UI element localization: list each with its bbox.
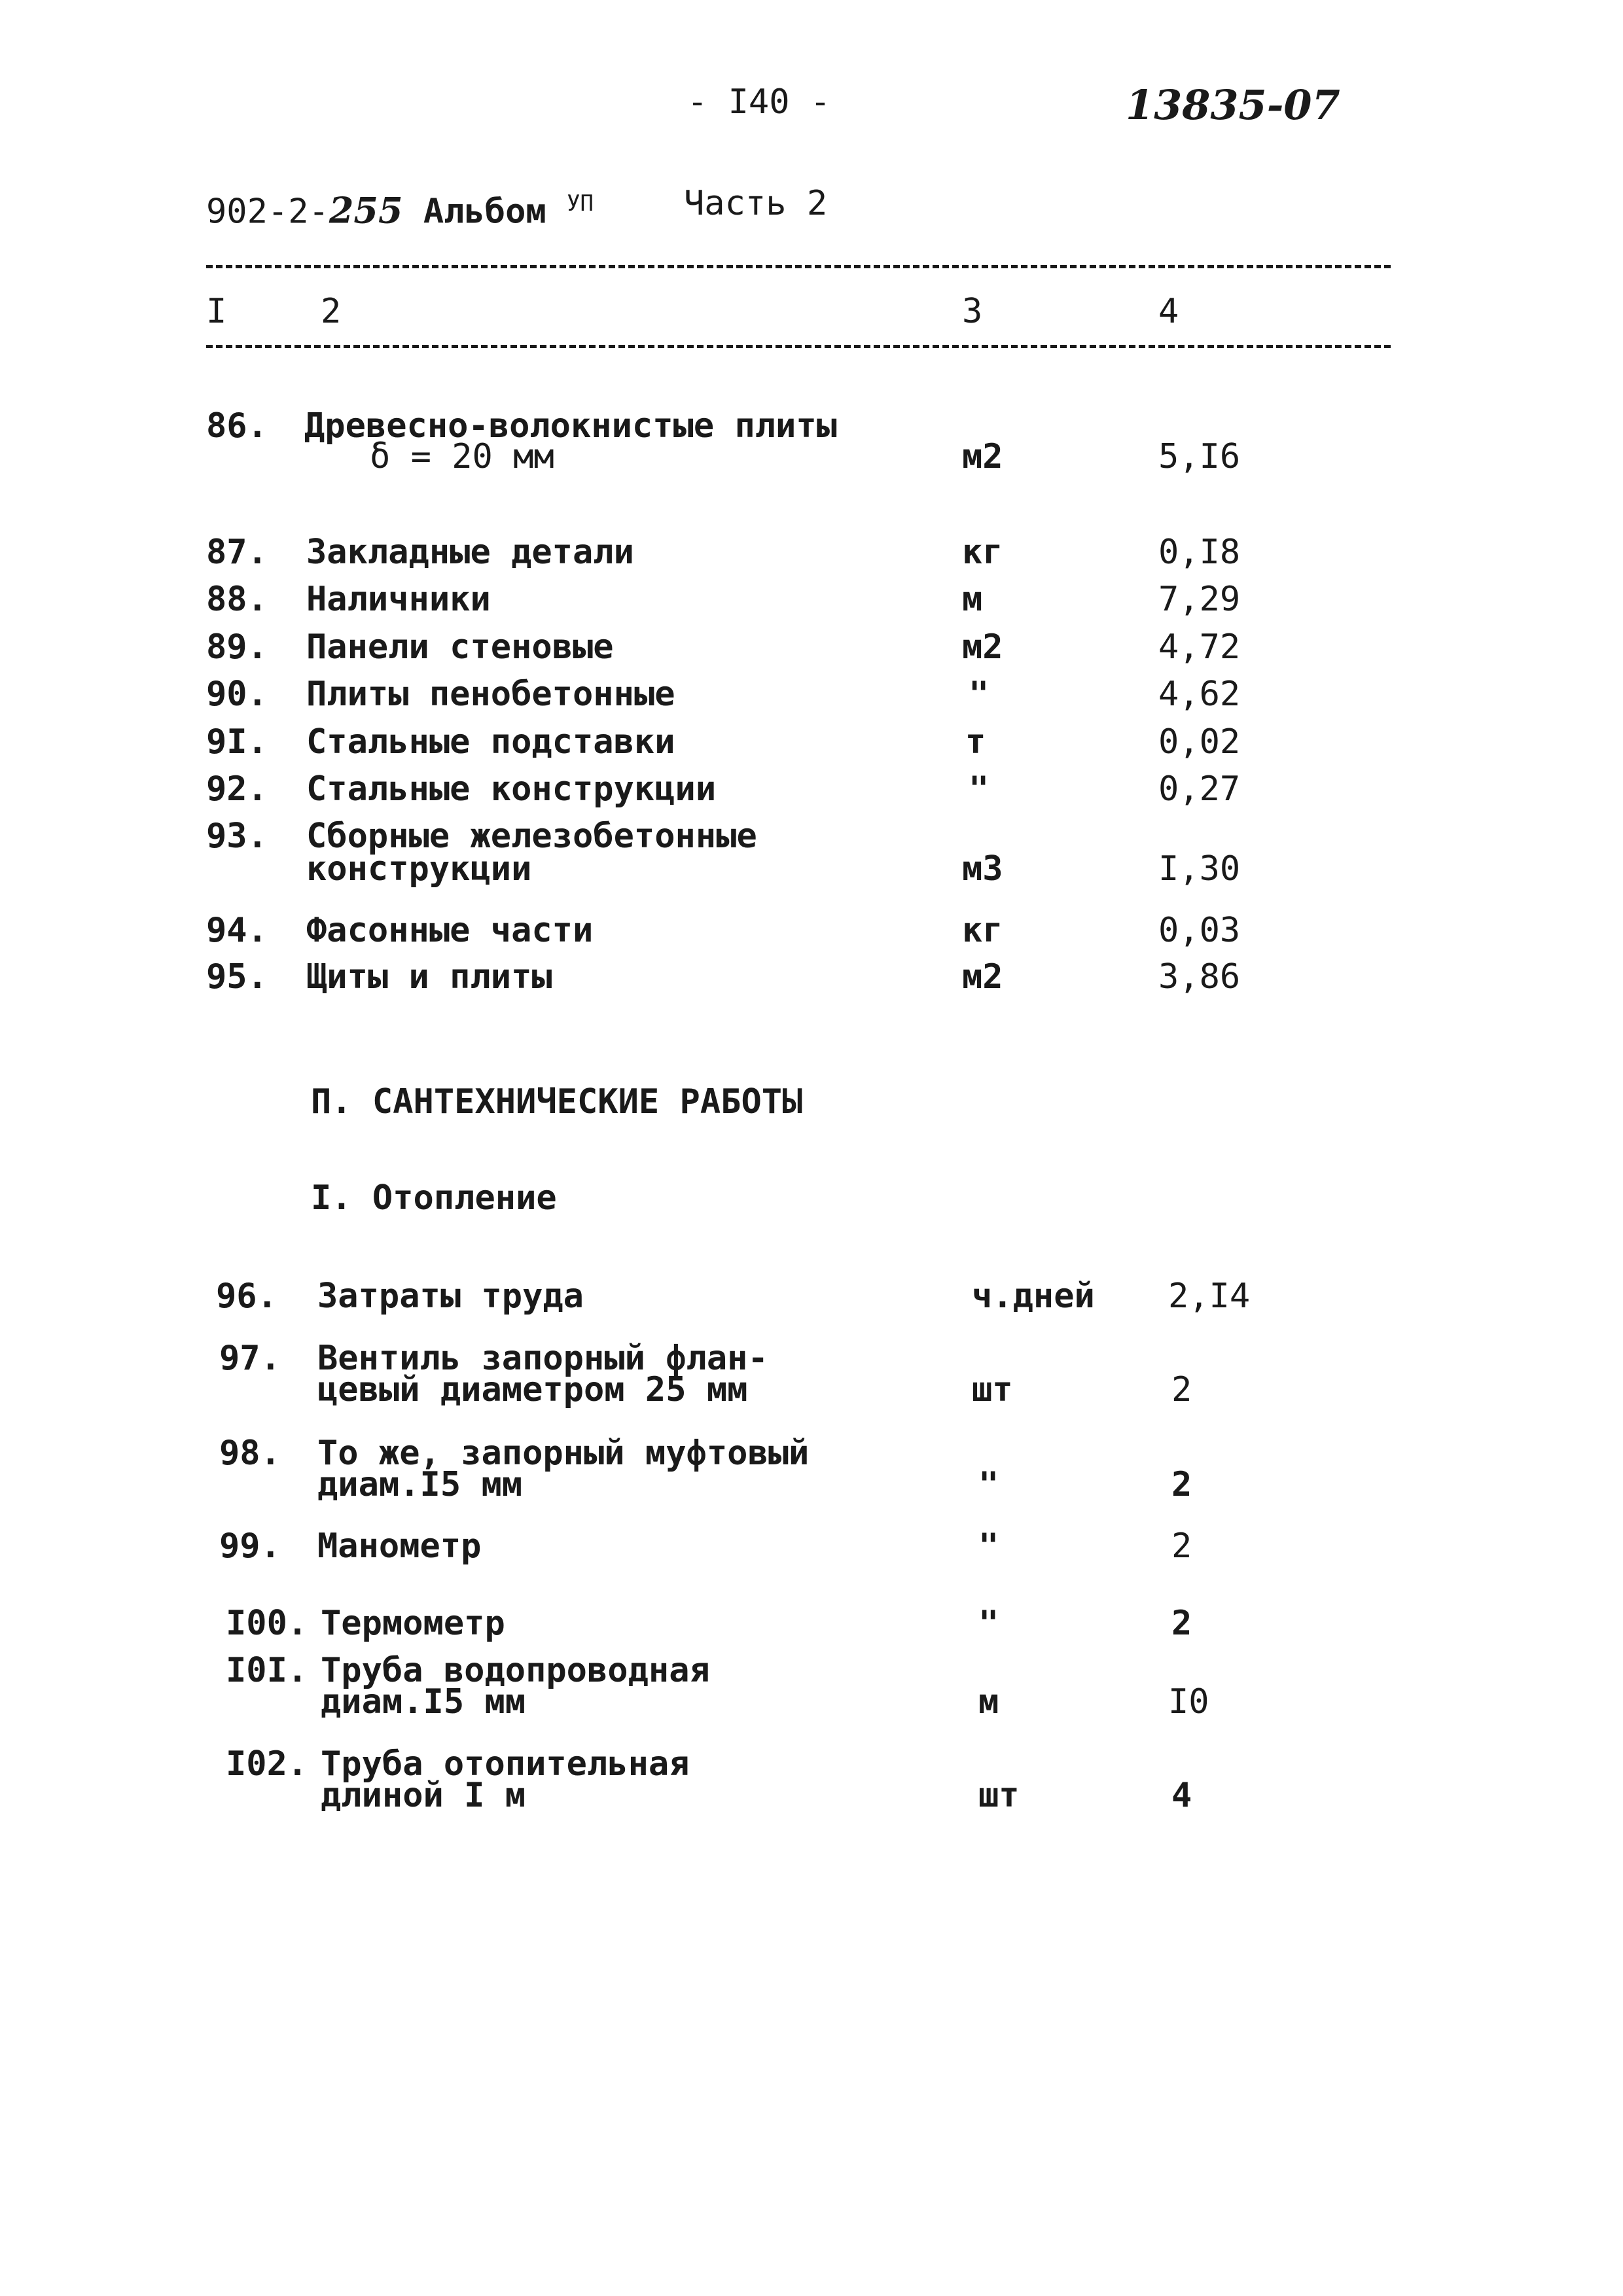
row-name: Фасонные части — [306, 911, 594, 950]
row-quantity: 2 — [1171, 1370, 1192, 1409]
series-number: 255 — [329, 189, 403, 232]
row-number: 95. — [206, 957, 268, 997]
row-number: 87. — [206, 533, 268, 572]
row-unit: кг — [962, 911, 1003, 950]
column-header-4: 4 — [1158, 292, 1179, 331]
row-quantity: 2,I4 — [1168, 1277, 1251, 1316]
row-unit: м2 — [962, 627, 1003, 667]
row-name: Труба водопроводная — [321, 1651, 710, 1690]
row-name: Закладные детали — [306, 533, 634, 572]
row-unit: ч.дней — [972, 1277, 1095, 1316]
row-name: Затраты труда — [317, 1277, 584, 1316]
row-number: 92. — [206, 769, 268, 809]
row-quantity: 0,27 — [1158, 769, 1241, 809]
row-name-continued: δ = 20 мм — [370, 437, 554, 476]
row-quantity: 5,I6 — [1158, 437, 1241, 476]
row-unit: " — [978, 1527, 999, 1566]
row-number: 99. — [219, 1527, 281, 1566]
row-name: Стальные подставки — [306, 722, 675, 762]
row-quantity: 4 — [1171, 1776, 1192, 1815]
row-unit: " — [978, 1465, 999, 1504]
row-quantity: 4,72 — [1158, 627, 1241, 667]
document-stamp: 13835-07 — [1126, 81, 1340, 129]
row-unit: шт — [978, 1776, 1020, 1815]
row-number: 90. — [206, 675, 268, 714]
row-quantity: 3,86 — [1158, 957, 1241, 997]
row-unit: " — [978, 1604, 999, 1643]
row-name: То же, запорный муфтовый — [317, 1434, 810, 1473]
part-label: Часть 2 — [684, 184, 828, 223]
page-number: - I40 - — [687, 82, 831, 122]
row-quantity: 0,02 — [1158, 722, 1241, 762]
column-header-1: I — [206, 292, 227, 331]
row-unit: шт — [972, 1370, 1013, 1409]
row-quantity: 0,03 — [1158, 911, 1241, 950]
row-quantity: 2 — [1171, 1465, 1192, 1504]
row-number: 98. — [219, 1434, 281, 1473]
album-label: Альбом — [423, 192, 546, 232]
row-name-continued: длиной I м — [321, 1776, 526, 1815]
row-name: Сборные железобетонные — [306, 817, 757, 856]
row-number: I02. — [226, 1744, 308, 1784]
row-quantity: 4,62 — [1158, 675, 1241, 714]
row-unit: м — [962, 580, 983, 619]
row-quantity: I,30 — [1158, 849, 1241, 889]
row-quantity: 2 — [1171, 1604, 1192, 1643]
subsection-title: I. Отопление — [311, 1178, 557, 1218]
row-name: Манометр — [317, 1527, 482, 1566]
row-name: Термометр — [321, 1604, 505, 1643]
album-number: УП — [567, 190, 594, 217]
table-header-rule — [206, 345, 1391, 348]
table-top-rule — [206, 265, 1391, 268]
row-unit: т — [965, 722, 986, 762]
row-unit: м — [978, 1682, 999, 1722]
section-title: П. САНТЕХНИЧЕСКИЕ РАБОТЫ — [311, 1082, 803, 1122]
row-name: Вентиль запорный флан- — [317, 1339, 768, 1378]
row-quantity: 7,29 — [1158, 580, 1241, 619]
row-quantity: 0,I8 — [1158, 533, 1241, 572]
row-number: I00. — [226, 1604, 308, 1643]
row-number: 96. — [216, 1277, 277, 1316]
row-number: 86. — [206, 406, 268, 446]
row-name: Щиты и плиты — [306, 957, 552, 997]
row-unit: м3 — [962, 849, 1003, 889]
row-name: Стальные конструкции — [306, 769, 717, 809]
row-name-continued: диам.I5 мм — [317, 1465, 523, 1504]
row-unit: кг — [962, 533, 1003, 572]
row-name-continued: конструкции — [306, 849, 532, 889]
row-number: 93. — [206, 817, 268, 856]
row-quantity: I0 — [1168, 1682, 1209, 1722]
row-unit: м2 — [962, 957, 1003, 997]
row-number: 88. — [206, 580, 268, 619]
column-header-3: 3 — [962, 292, 983, 331]
row-quantity: 2 — [1171, 1527, 1192, 1566]
row-unit: " — [969, 675, 990, 714]
row-number: I0I. — [226, 1651, 308, 1690]
column-header-2: 2 — [321, 292, 342, 331]
row-unit: м2 — [962, 437, 1003, 476]
series-prefix: 902-2- — [206, 192, 329, 232]
row-number: 9I. — [206, 722, 268, 762]
document-series — [206, 186, 594, 232]
row-unit: " — [969, 769, 990, 809]
row-name: Панели стеновые — [306, 627, 614, 667]
row-name: Древесно-волокнистые плиты — [304, 406, 837, 446]
row-number: 97. — [219, 1339, 281, 1378]
row-name-continued: цевый диаметром 25 мм — [317, 1370, 748, 1409]
row-name-continued: диам.I5 мм — [321, 1682, 526, 1722]
row-name: Плиты пенобетонные — [306, 675, 675, 714]
row-number: 89. — [206, 627, 268, 667]
row-name: Наличники — [306, 580, 491, 619]
row-number: 94. — [206, 911, 268, 950]
row-name: Труба отопительная — [321, 1744, 690, 1784]
